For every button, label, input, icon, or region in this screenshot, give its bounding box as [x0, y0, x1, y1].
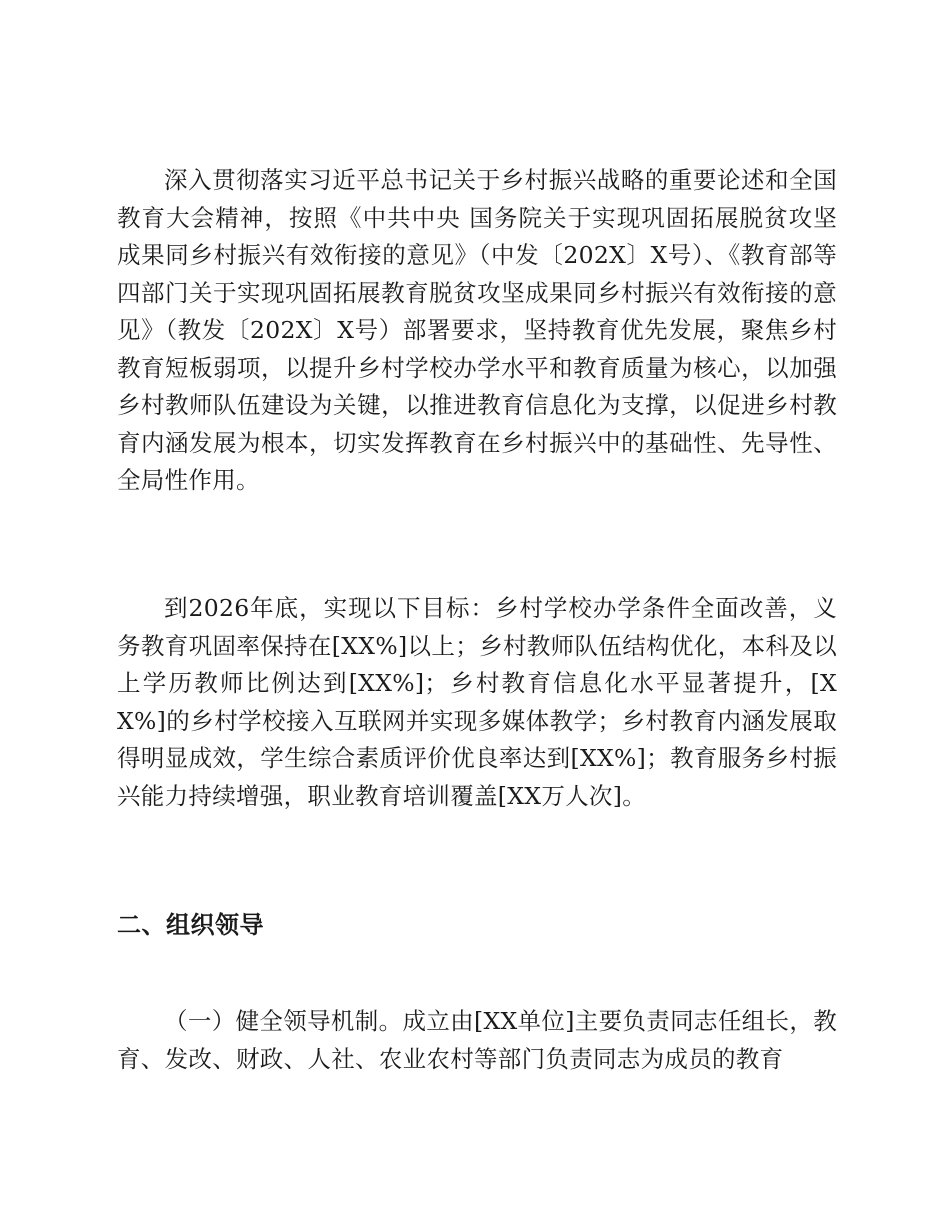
goals-paragraph: 到2026年底，实现以下目标：乡村学校办学条件全面改善，义务教育巩固率保持在[XX%]以上；乡村教师队伍结构优化，本科及以上学历教师比例达到[XX%]；乡村教育信息化水平显著提升，[XX%]的乡村学校接入互联网并实现多媒体教学；乡村教育内涵发展取得明显成效，学生综合素质评价优良率达到[XX%]；教育服务乡村振兴能力持续增强，职业教育培训覆盖[XX万人次]。 — [117, 594, 837, 810]
leadership-mechanism-paragraph: （一）健全领导机制。成立由[XX单位]主要负责同志任组长，教育、发改、财政、人社、农业农村等部门负责同志为成员的教育 — [117, 1007, 837, 1073]
guiding-ideology-paragraph: 深入贯彻落实习近平总书记关于乡村振兴战略的重要论述和全国教育大会精神，按照《中共中央 国务院关于实现巩固拓展脱贫攻坚成果同乡村振兴有效衔接的意见》（中发〔202X〕X号）、《教育部等四部门关于实现巩固拓展教育脱贫攻坚成果同乡村振兴有效衔接的意见》（教发〔202X〕X号）部署要求，坚持教育优先发展，聚焦乡村教育短板弱项，以提升乡村学校办学水平和教育质量为核心，以加强乡村教师队伍建设为关键，以推进教育信息化为支撑，以促进乡村教育内涵发展为根本，切实发挥教育在乡村振兴中的基础性、先导性、全局性作用。 — [117, 166, 837, 494]
section-heading-organization: 二、组织领导 — [117, 911, 264, 939]
